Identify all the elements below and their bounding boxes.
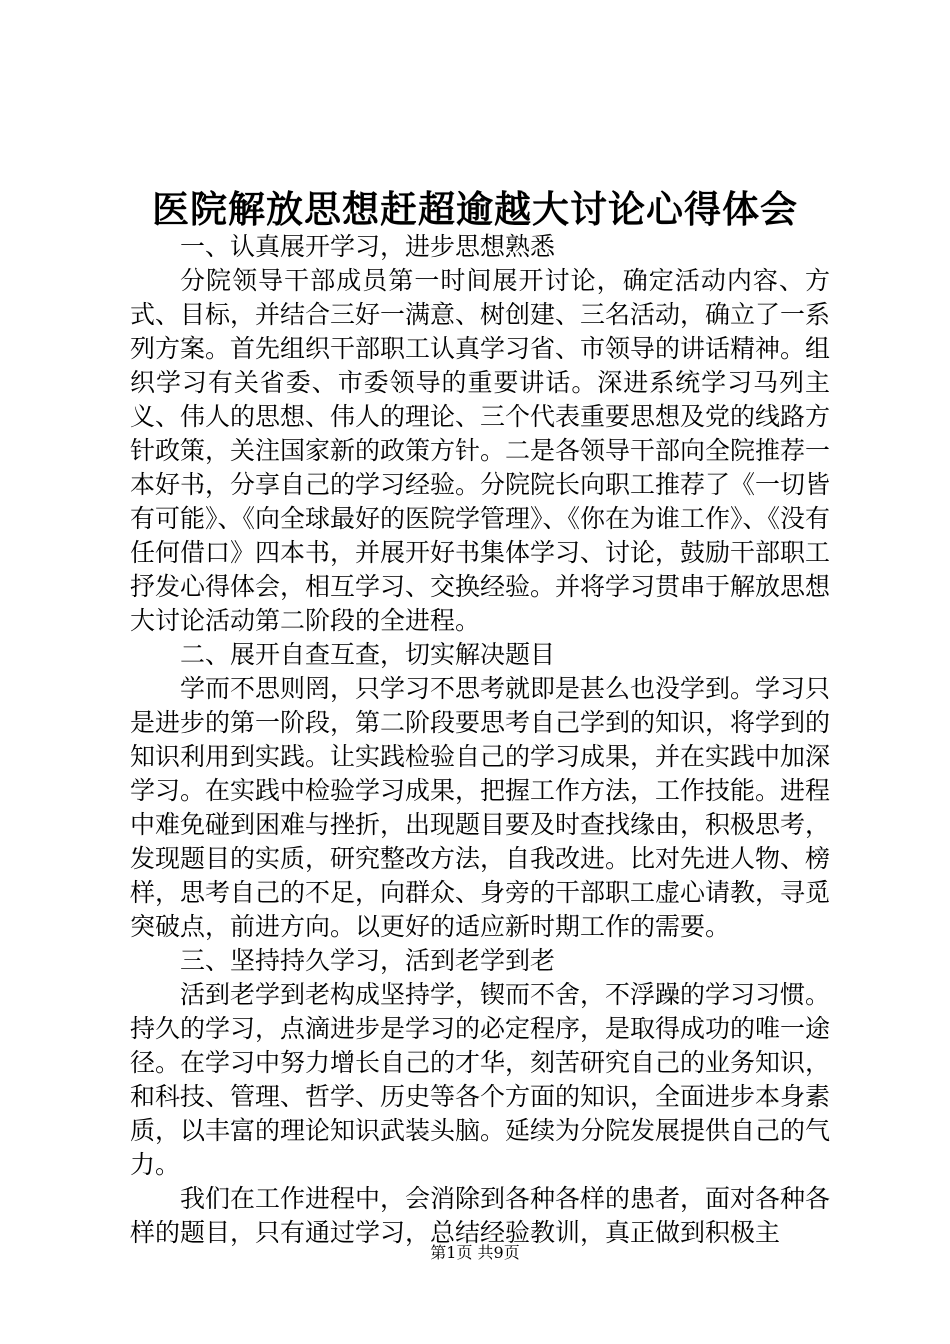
page-number-footer: 第1页 共9页 [430,1243,520,1262]
document-title: 医院解放思想赶超逾越大讨论心得体会 [152,187,798,231]
section-heading-2: 二、展开自查互查，切实解决题目 [180,640,556,669]
body-paragraph: 活到老学到老构成坚持学，锲而不舍，不浮躁的学习习惯。持久的学习，点滴进步是学习的必定程序，是取得成功的唯一途径。在学习中努力增长自己的才华，刻苦研究自己的业务知识，和科技、管理、哲学、历史等各个方面的知识，全面进步本身素质，以丰富的理论知识武装头脑。延续为分院发展提供自己的气力。 [130,980,831,1179]
document-body [130,230,830,1250]
section-heading-3: 三、坚持持久学习，活到老学到老 [180,946,556,975]
body-paragraph: 分院领导干部成员第一时间展开讨论，确定活动内容、方式、目标，并结合三好一满意、树创建、三名活动，确立了一系列方案。首先组织干部职工认真学习省、市领导的讲话精神。组织学习有关省委、市委领导的重要讲话。深进系统学习马列主义、伟人的思想、伟人的理论、三个代表重要思想及党的线路方针政策，关注国家新的政策方针。二是各领导干部向全院推荐一本好书，分享自己的学习经验。分院院长向职工推荐了《一切皆有可能》、《向全球最好的医院学管理》、《你在为谁工作》、《没有任何借口》四本书，并展开好书集体学习、讨论，鼓励干部职工抒发心得体会，相互学习、交换经验。并将学习贯串于解放思想大讨论活动第二阶段的全进程。 [130,266,831,635]
body-paragraph: 我们在工作进程中，会消除到各种各样的患者，面对各种各样的题目，只有通过学习，总结经验教训，真正做到积极主 [130,1184,831,1247]
body-paragraph: 学而不思则罔，只学习不思考就即是甚么也没学到。学习只是进步的第一阶段，第二阶段要思考自己学到的知识，将学到的知识利用到实践。让实践检验自己的学习成果，并在实践中加深学习。在实践中检验学习成果，把握工作方法，工作技能。进程中难免碰到困难与挫折，出现题目要及时查找缘由，积极思考，发现题目的实质，研究整改方法，自我改进。比对先进人物、榜样，思考自己的不足，向群众、身旁的干部职工虚心请教，寻觅突破点，前进方向。以更好的适应新时期工作的需要。 [130,674,831,941]
section-heading-1: 一、认真展开学习，进步思想熟悉 [180,232,556,261]
